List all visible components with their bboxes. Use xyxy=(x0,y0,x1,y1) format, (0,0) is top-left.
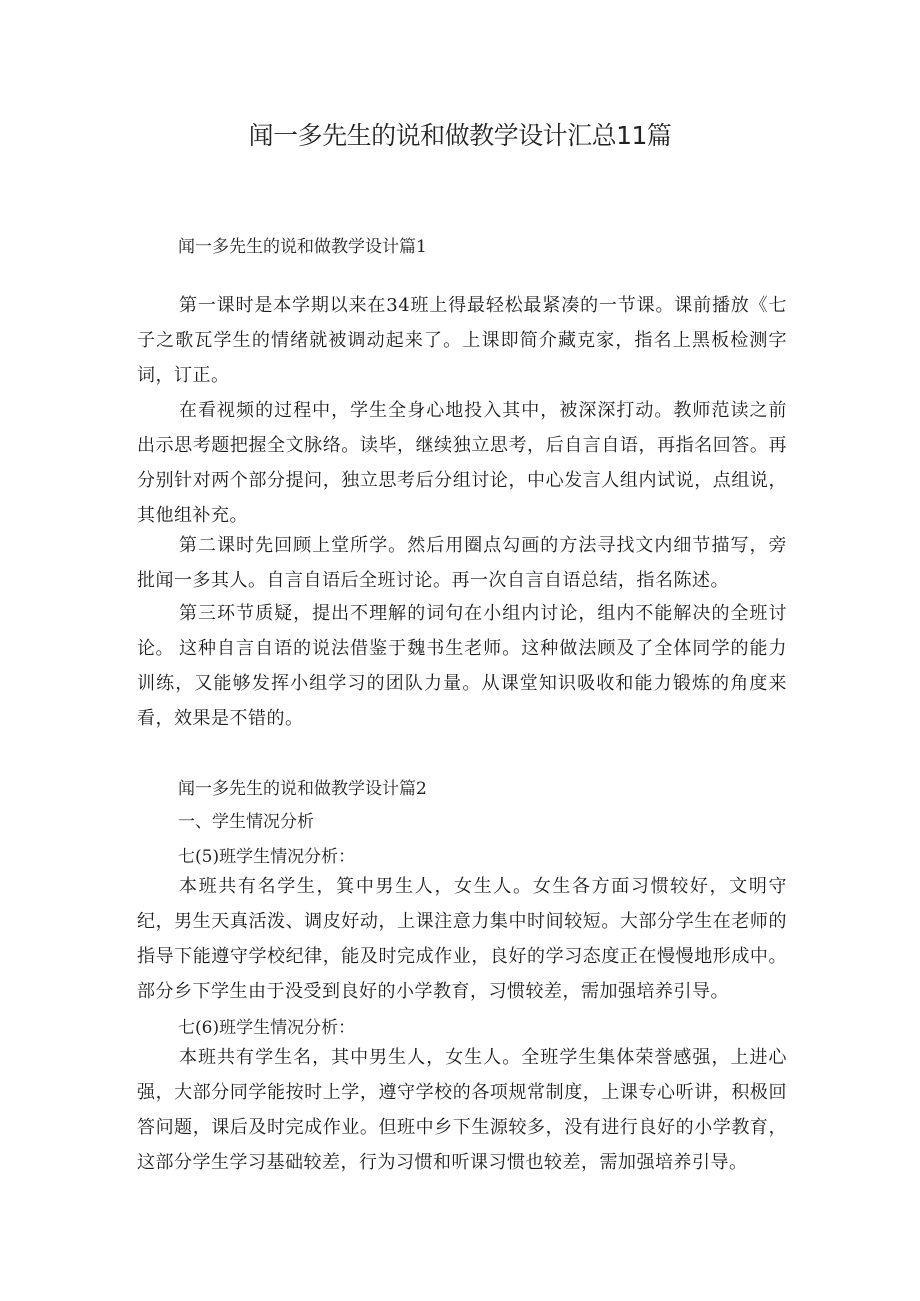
section-1-heading: 闻一多先生的说和做教学设计篇1 xyxy=(178,237,427,257)
document-title: 闻一多先生的说和做教学设计汇总11篇 xyxy=(248,121,672,150)
section-1-paragraph: 第二课时先回顾上堂所学。然后用圈点勾画的方法寻找文内细节描写，旁批闻一多其人。自言自语后全班讨论。再一次自言自语总结，指名陈述。 xyxy=(137,535,787,591)
section-1-paragraph: 在看视频的过程中，学生全身心地投入其中，被深深打动。教师范读之前出示思考题把握全文脉络。读毕，继续独立思考，后自言自语，再指名回答。再分别针对两个部分提问，独立思考后分组讨论，中心发言人组内试说，点组说，其他组补充。 xyxy=(137,400,787,526)
section-1-paragraph: 这种自言自语的说法借鉴于魏书生老师。这种做法顾及了全体同学的能力训练，又能够发挥小组学习的团队力量。从课堂知识吸收和能力锻炼的角度来看，效果是不错的。 xyxy=(137,638,787,729)
section-2-heading: 闻一多先生的说和做教学设计篇2 xyxy=(178,779,427,799)
class-5-label: 七(5)班学生情况分析： xyxy=(178,847,356,867)
section-1-paragraph: 第一课时是本学期以来在34班上得最轻松最紧凑的一节课。课前播放《七子之歌瓦学生的情绪就被调动起来了。上课即简介藏克家，指名上黑板检测字词，订正。 xyxy=(137,295,787,386)
class-6-analysis: 本班共有学生名，其中男生人，女生人。全班学生集体荣誉感强，上进心强，大部分同学能按时上学，遵守学校的各项规常制度，上课专心听讲，积极回答问题，课后及时完成作业。但班中乡下生源较多，没有进行良好的小学教育，这部分学生学习基础较差，行为习惯和听课习惯也较差，需加强培养引导。 xyxy=(137,1047,787,1173)
class-5-analysis: 本班共有名学生，箕中男生人，女生人。女生各方面习惯较好，文明守纪，男生天真活泼、调皮好动，上课注意力集中时间较短。大部分学生在老师的指导下能遵守学校纪律，能及时完成作业，良好的学习态度正在慢慢地形成中。部分乡下学生由于没受到良好的小学教育，习惯较差，需加强培养引导。 xyxy=(137,876,787,1002)
section-2-subheading: 一、学生情况分析 xyxy=(178,812,314,832)
class-6-label: 七(6)班学生情况分析： xyxy=(178,1018,356,1038)
section-1-paragraph: 第三环节质疑，提出不理解的词句在小组内讨论，组内不能解决的全班讨论。 xyxy=(137,603,787,659)
